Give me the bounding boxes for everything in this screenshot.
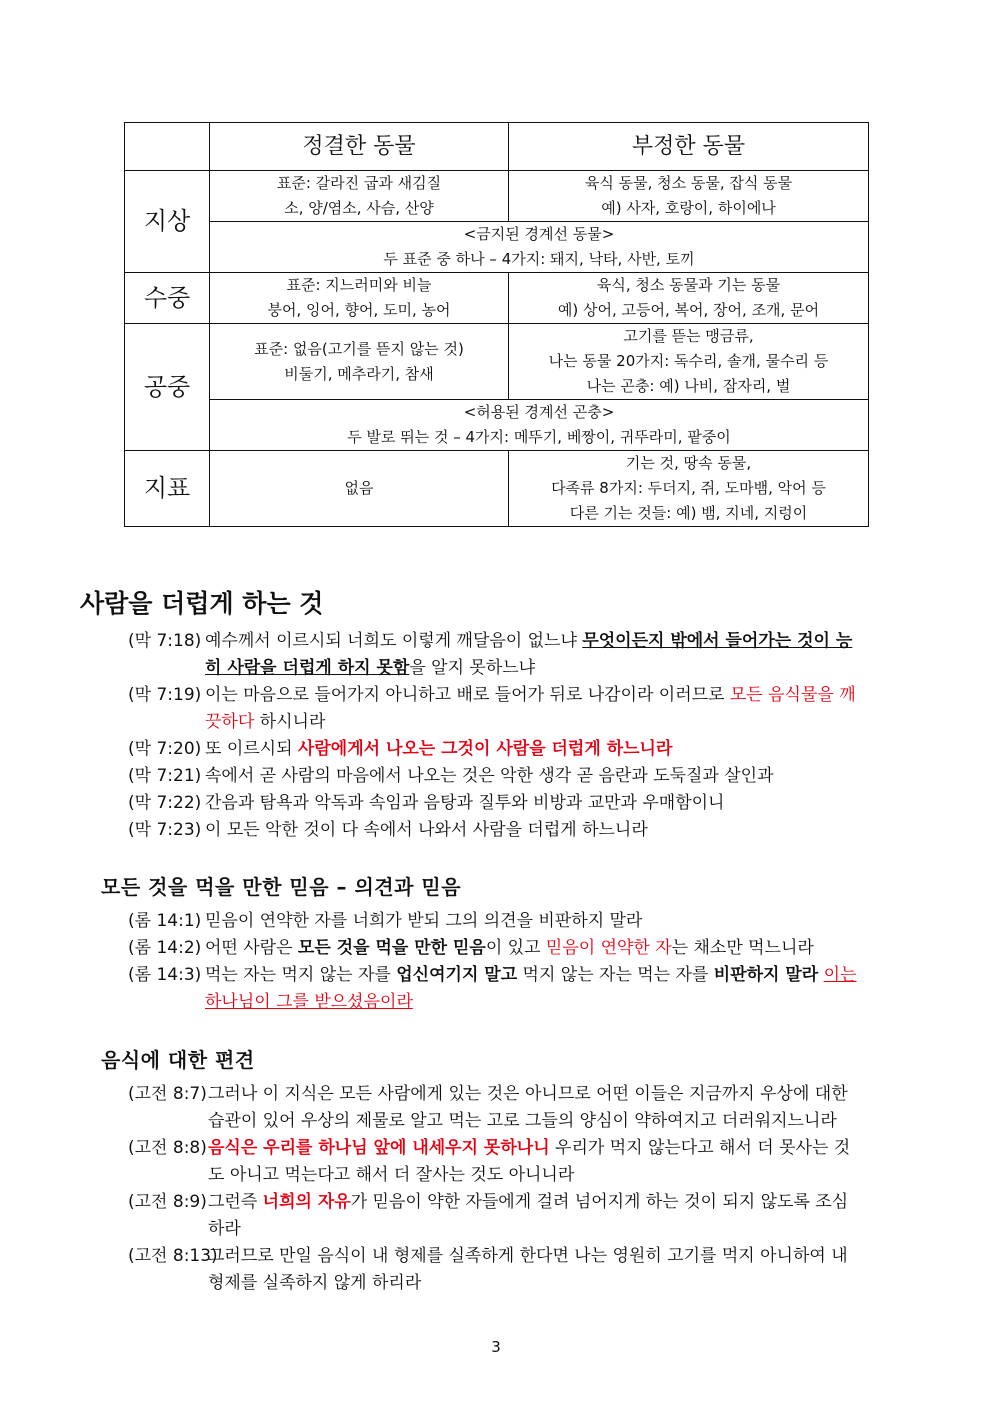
verse-text-run: 그런즉: [208, 1192, 263, 1212]
verse-reference: (고전 8:7): [128, 1084, 207, 1104]
verse-text-run: 이 모든 악한 것이 다 속에서 나와서 사람을 더럽게 하느니라: [205, 820, 648, 840]
verse-text: [205, 736, 858, 763]
verse-text: [205, 763, 858, 790]
verse-reference: (막 7:23): [128, 820, 202, 840]
category-land: 지상: [125, 171, 210, 273]
verse-text-run: 속에서 곧 사람의 마음에서 나오는 것은 악한 생각 곧 음란과 도둑질과 살인과: [205, 766, 774, 786]
verse-text-run: 음식은 우리를 하나님 앞에 내세우지 못하나니: [208, 1138, 550, 1158]
water-unclean-cell: 육식, 청소 동물과 기는 동물 예) 상어, 고등어, 복어, 장어, 조개, 문어: [509, 273, 869, 324]
verse-item: [0, 935, 992, 962]
table-row: [125, 273, 869, 324]
verse-text-run: 업신여기지 말고: [396, 965, 518, 985]
section-title-faith: 모든 것을 먹을 만한 믿음 – 의견과 믿음: [101, 875, 462, 899]
verse-reference: (막 7:22): [128, 793, 202, 813]
verse-text-run: 이는 하나님이 그를 받으셨음이라: [205, 965, 857, 1012]
section-title-defilement: 사람을 더럽게 하는 것: [80, 589, 324, 618]
ground-clean-cell: 없음: [210, 451, 509, 527]
verse-item: [0, 1189, 992, 1243]
verse-text: [205, 935, 858, 962]
table-header-row: [125, 123, 869, 171]
verse-text-run: 을 알지 못하느냐: [409, 658, 536, 678]
verse-text-run: 믿음이 연약한 자: [545, 938, 672, 958]
ground-unclean-cell: 기는 것, 땅속 동물, 다족류 8가지: 두더지, 쥐, 도마뱀, 악어 등 다른 기는 것들: 예) 뱀, 지네, 지렁이: [509, 451, 869, 527]
air-clean-cell: 표준: 없음(고기를 뜯지 않는 것) 비둘기, 메추라기, 참새: [210, 324, 509, 400]
verse-list: [0, 628, 992, 844]
land-border-cell: <금지된 경계선 동물> 두 표준 중 하나 – 4가지: 돼지, 낙타, 사반, 토끼: [210, 222, 869, 273]
verse-text-run: 예수께서 이르시되 너희도 이렇게 깨달음이 없느냐: [205, 631, 583, 651]
verse-item: [0, 1135, 992, 1189]
verse-reference: (막 7:18): [128, 631, 202, 651]
verse-text-run: 가 믿음이 약한 자들에게 걸려 넘어지게 하는 것이 되지 않도록 조심하라: [208, 1192, 849, 1239]
verse-text-run: 는 채소만 먹느니라: [671, 938, 814, 958]
verse-text-run: 모든 것을 먹을 만한 믿음: [297, 938, 486, 958]
verse-reference: (막 7:20): [128, 739, 202, 759]
verse-item: [0, 908, 992, 935]
verse-text-run: 또 이르시되: [205, 739, 298, 759]
table-row: [125, 400, 869, 451]
verse-text: [208, 1189, 858, 1243]
verse-reference: (막 7:21): [128, 766, 202, 786]
verse-text-run: 너희의 자유: [262, 1192, 351, 1212]
verse-text-run: 우리가 먹지 않는다고 해서 더 못사는 것도 아니고 먹는다고 해서 더 잘사는 것도 아니니라: [208, 1138, 851, 1185]
verse-text-run: 먹지 않는 자는 먹는 자를: [517, 965, 714, 985]
verse-text: [205, 628, 858, 682]
verse-text-run: 모든 음식물을 깨끗하다: [205, 685, 856, 732]
verse-item: [0, 736, 992, 763]
verse-reference: (고전 8:9): [128, 1192, 207, 1212]
verse-text-run: 비판하지 말라: [713, 965, 819, 985]
air-border-cell: <허용된 경계선 곤충> 두 발로 뛰는 것 – 4가지: 메뚜기, 베짱이, 귀뚜라미, 팥중이: [210, 400, 869, 451]
verse-text: [208, 1243, 858, 1297]
verse-text-run: 믿음이 연약한 자를 너희가 받되 그의 의견을 비판하지 말라: [205, 911, 643, 931]
page-number: 3: [491, 1338, 501, 1356]
verse-text: [205, 790, 858, 817]
table-row: [125, 171, 869, 222]
verse-list: [0, 1081, 992, 1297]
header-unclean: 부정한 동물: [509, 123, 869, 171]
verse-item: [0, 1243, 992, 1297]
verse-reference: (막 7:19): [128, 685, 202, 705]
verse-item: [0, 817, 992, 844]
verse-text-run: 하시니라: [254, 712, 326, 732]
verse-text-run: 이는 마음으로 들어가지 아니하고 배로 들어가 뒤로 나감이라 이러므로: [205, 685, 730, 705]
verse-item: [0, 763, 992, 790]
table-row: [125, 222, 869, 273]
verse-reference: (롬 14:3): [128, 965, 202, 985]
air-unclean-cell: 고기를 뜯는 맹금류, 나는 동물 20가지: 독수리, 솔개, 물수리 등 나는 곤충: 예) 나비, 잠자리, 벌: [509, 324, 869, 400]
verse-reference: (롬 14:2): [128, 938, 202, 958]
verse-text-run: 그러나 이 지식은 모든 사람에게 있는 것은 아니므로 어떤 이들은 지금까지 우상에 대한 습관이 있어 우상의 제물로 알고 먹는 고로 그들의 양심이 약하여지고 더러워지느니라: [208, 1084, 848, 1131]
verse-text-run: 그러므로 만일 음식이 내 형제를 실족하게 한다면 나는 영원히 고기를 먹지 아니하여 내 형제를 실족하지 않게 하리라: [208, 1246, 848, 1293]
verse-text-run: 이 있고: [485, 938, 546, 958]
table-row: [125, 324, 869, 400]
verse-item: [0, 682, 992, 736]
verse-reference: (고전 8:8): [128, 1138, 207, 1158]
verse-item: [0, 962, 992, 1016]
table-row: [125, 451, 869, 527]
header-clean: 정결한 동물: [210, 123, 509, 171]
clean-unclean-animals-table: [124, 122, 869, 527]
land-unclean-cell: 육식 동물, 청소 동물, 잡식 동물 예) 사자, 호랑이, 하이에나: [509, 171, 869, 222]
verse-list: [0, 908, 992, 1016]
verse-text: [208, 1081, 858, 1135]
verse-item: [0, 628, 992, 682]
verse-text: [208, 1135, 858, 1189]
verse-reference: (롬 14:1): [128, 911, 202, 931]
verse-text-run: 먹는 자는 먹지 않는 자를: [205, 965, 397, 985]
water-clean-cell: 표준: 지느러미와 비늘 붕어, 잉어, 향어, 도미, 농어: [210, 273, 509, 324]
verse-text: [205, 908, 858, 935]
verse-item: [0, 790, 992, 817]
verse-text-run: 사람에게서 나오는 그것이 사람을 더럽게 하느니라: [297, 739, 673, 759]
verse-item: [0, 1081, 992, 1135]
verse-text: [205, 962, 858, 1016]
category-ground: 지표: [125, 451, 210, 527]
verse-text-run: 무엇이든지 밖에서 들어가는 것이 능히 사람을 더럽게 하지 못함: [205, 631, 853, 678]
verse-reference: (고전 8:13): [128, 1246, 218, 1266]
category-air: 공중: [125, 324, 210, 451]
verse-text: [205, 682, 858, 736]
verse-text-run: 어떤 사람은: [205, 938, 298, 958]
header-empty-cell: [125, 123, 210, 171]
verse-text-run: 간음과 탐욕과 악독과 속임과 음탕과 질투와 비방과 교만과 우매함이니: [205, 793, 725, 813]
land-clean-cell: 표준: 갈라진 굽과 새김질 소, 양/염소, 사슴, 산양: [210, 171, 509, 222]
verse-text: [205, 817, 858, 844]
section-title-food-prejudice: 음식에 대한 편견: [101, 1048, 255, 1072]
category-water: 수중: [125, 273, 210, 324]
